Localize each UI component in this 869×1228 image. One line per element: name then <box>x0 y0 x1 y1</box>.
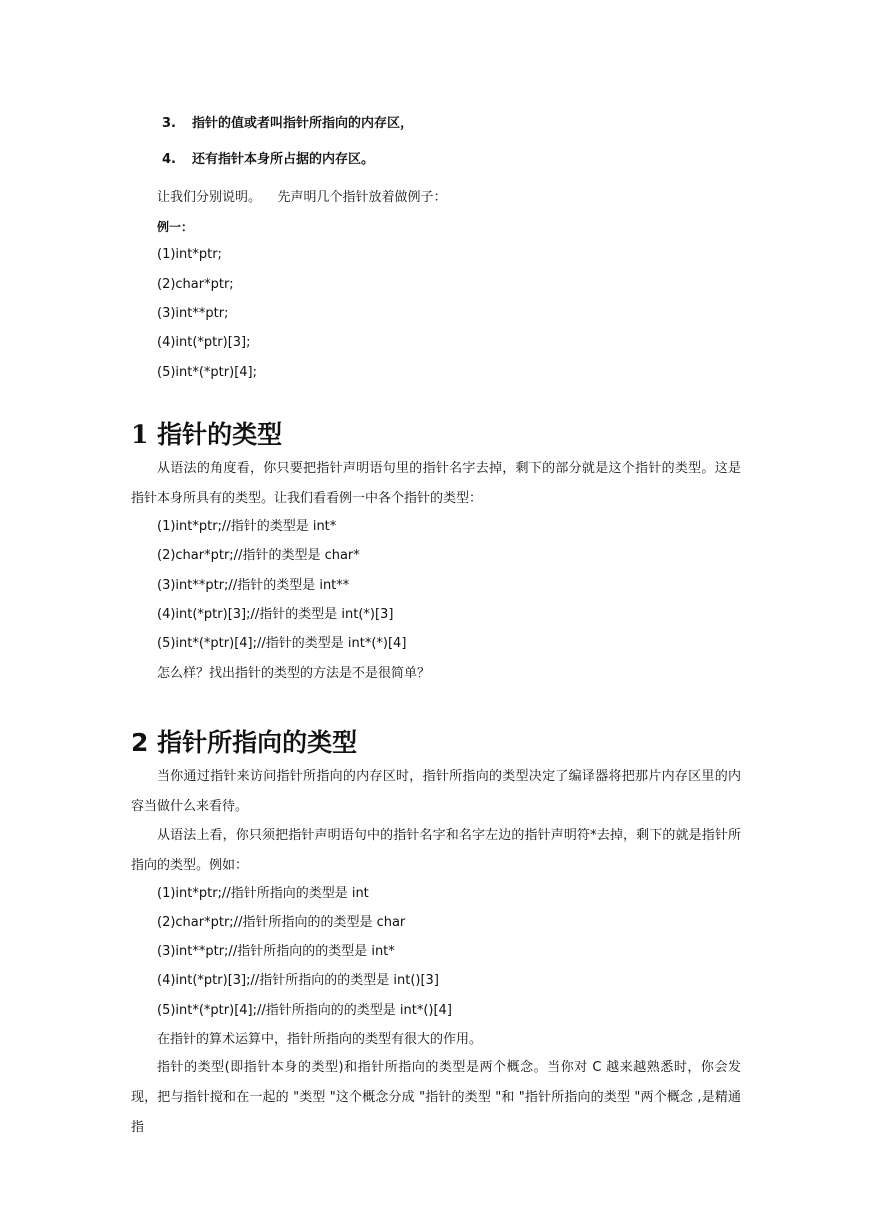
section-1-item-2: (2)char*ptr;//指针的类型是 char* <box>157 548 360 563</box>
example-line-3: (3)int**ptr; <box>157 306 229 321</box>
list-item-4 <box>162 151 374 169</box>
example-line-5: (5)int*(*ptr)[4]; <box>157 365 257 380</box>
section-2-item-3: (3)int**ptr;//指针所指向的的类型是 int* <box>157 944 395 959</box>
example-line-4: (4)int(*ptr)[3]; <box>157 335 251 350</box>
section-2-item-4: (4)int(*ptr)[3];//指针所指向的的类型是 int()[3] <box>157 973 439 988</box>
section-1-paragraph: 从语法的角度看，你只要把指针声明语句里的指针名字去掉，剩下的部分就是这个指针的类型。这是指针本身所具有的类型。让我们看看例一中各个指针的类型： <box>131 461 741 506</box>
list-item-3 <box>162 115 413 133</box>
section-2-item-2: (2)char*ptr;//指针所指向的的类型是 char <box>157 915 406 930</box>
section-2-heading: 2 指针所指向的类型 <box>131 728 358 757</box>
section-1-item-4: (4)int(*ptr)[3];//指针的类型是 int(*)[3] <box>157 607 394 622</box>
example-line-2: (2)char*ptr; <box>157 277 234 292</box>
section-2-item-1: (1)int*ptr;//指针所指向的类型是 int <box>157 886 369 901</box>
section-1-closing: 怎么样？找出指针的类型的方法是不是很简单？ <box>157 666 431 681</box>
section-2-paragraph-1: 当你通过指针来访问指针所指向的内存区时，指针所指向的类型决定了编译器将把那片内存区里的内容当做什么来看待。 <box>131 769 741 814</box>
section-1-heading: 1 指针的类型 <box>131 420 283 449</box>
list-number: 4. <box>162 152 176 167</box>
section-2-item-5: (5)int*(*ptr)[4];//指针所指向的的类型是 int*()[4] <box>157 1003 452 1018</box>
section-2-paragraph-4: 指针的类型(即指针本身的类型)和指针所指向的类型是两个概念。当你对 C 越来越熟悉时，你会发现，把与指针搅和在一起的 "类型 "这个概念分成 "指针的类型 "和 "指针所指向的类型 "两个概念 ,是精通指 <box>131 1060 741 1135</box>
intro-text: 让我们分别说明。 先声明几个指针放着做例子： <box>157 190 447 205</box>
list-number: 3. <box>162 116 176 131</box>
list-text: 还有指针本身所占据的内存区。 <box>192 152 375 167</box>
section-1-item-5: (5)int*(*ptr)[4];//指针的类型是 int*(*)[4] <box>157 636 407 651</box>
section-2-paragraph-2: 从语法上看，你只须把指针声明语句中的指针名字和名字左边的指针声明符*去掉，剩下的就是指针所指向的类型。例如： <box>131 828 741 873</box>
list-text: 指针的值或者叫指针所指向的内存区， <box>192 116 414 131</box>
example-label: 例一： <box>157 220 194 234</box>
example-line-1: (1)int*ptr; <box>157 247 222 262</box>
section-1-item-1: (1)int*ptr;//指针的类型是 int* <box>157 519 337 534</box>
section-1-item-3: (3)int**ptr;//指针的类型是 int** <box>157 578 350 593</box>
section-2-paragraph-3: 在指针的算术运算中，指针所指向的类型有很大的作用。 <box>157 1032 483 1047</box>
